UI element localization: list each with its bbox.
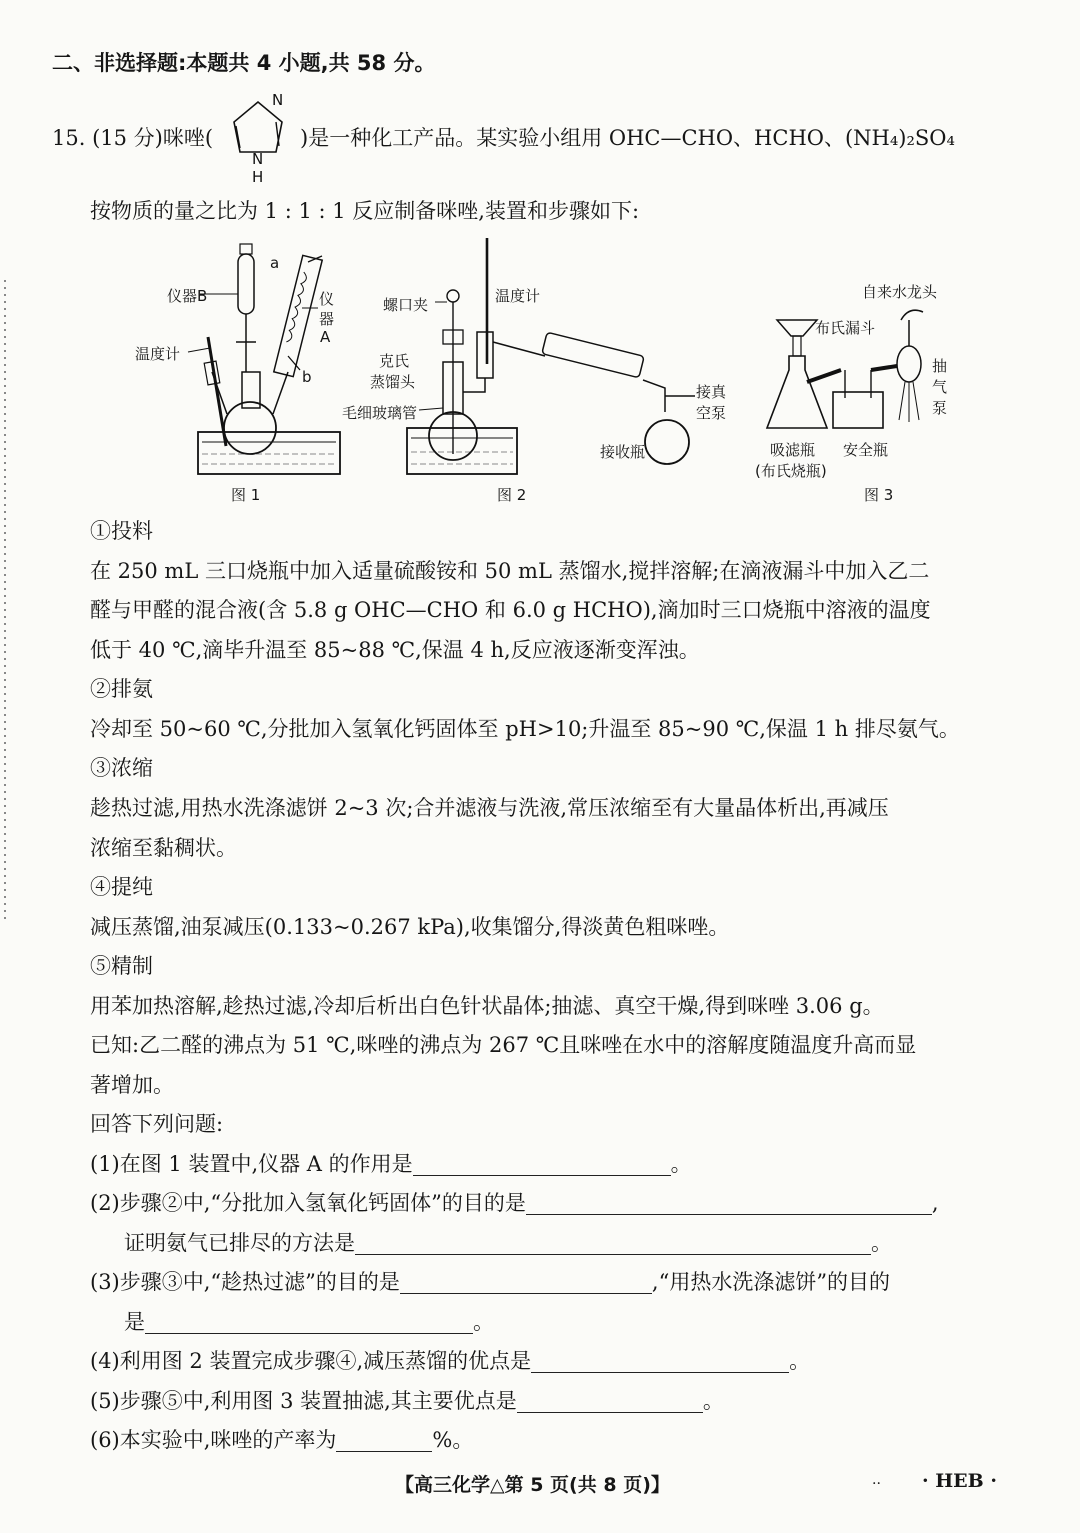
q2b-text: 证明氨气已排尽的方法是 (124, 1231, 355, 1255)
step-1-title: ①投料 (90, 519, 153, 543)
sub-question-3b (124, 1310, 494, 1334)
section-header: 二、非选择题:本题共 4 小题,共 58 分。 (52, 51, 436, 75)
step-1-line-3: 低于 40 ℃,滴毕升温至 85~88 ℃,保温 4 h,反应液逐渐变浑浊。 (90, 638, 700, 662)
step-4-line-1: 减压蒸馏,油泵减压(0.133~0.267 kPa),收集馏分,得淡黄色粗咪唑。 (90, 915, 730, 939)
structure-nh-label: N (252, 150, 264, 168)
step-2-line-1: 冷却至 50~60 ℃,分批加入氢氧化钙固体至 pH>10;升温至 85~90 ℃,保温 1 h 排尽氨气。 (90, 717, 960, 741)
fig3-label-buchner-funnel: 布氏漏斗 (815, 319, 876, 337)
structure-n-label: N (272, 91, 284, 109)
q5-text: (5)步骤⑤中,利用图 3 装置抽滤,其主要优点是 (90, 1389, 517, 1413)
footer-dots: .. (872, 1472, 881, 1488)
q1-end: 。 (670, 1152, 692, 1176)
binding-margin-dots (4, 280, 6, 920)
step-5-line-1: 用苯加热溶解,趁热过滤,冷却后析出白色针状晶体;抽滤、真空干燥,得到咪唑 3.06 g。 (90, 994, 884, 1018)
question-line2: 按物质的量之比为 1 : 1 : 1 反应制备咪唑,装置和步骤如下: (90, 199, 640, 223)
q3a-end: ,“用热水洗涤滤饼”的目的 (651, 1270, 891, 1294)
fig3-label-filter-flask: 吸滤瓶 (770, 441, 816, 459)
q3a-answer-blank[interactable] (400, 1273, 652, 1294)
q3b-answer-blank[interactable] (145, 1313, 473, 1334)
known-line-2: 著增加。 (90, 1073, 174, 1097)
q6-end: %。 (432, 1428, 474, 1452)
sub-question-1 (90, 1152, 692, 1176)
imidazole-structure (218, 88, 304, 188)
q5-answer-blank[interactable] (517, 1392, 703, 1413)
question-suffix: )是一种化工产品。某实验小组用 OHC—CHO、HCHO、(NH₄)₂SO₄ (300, 126, 955, 150)
q3a-text: (3)步骤③中,“趁热过滤”的目的是 (90, 1270, 400, 1294)
sub-question-5 (90, 1389, 724, 1413)
structure-h-label: H (252, 168, 264, 186)
fig2-label-claisen-1: 克氏 (379, 352, 410, 370)
q5-end: 。 (702, 1389, 724, 1413)
fig1-label-a: a (270, 254, 280, 272)
q3b-end: 。 (473, 1310, 494, 1334)
step-3-line-1: 趁热过滤,用热水洗涤滤饼 2~3 次;合并滤液与洗液,常压浓缩至有大量晶体析出,再减压 (90, 796, 889, 820)
fig3-label-tap: 自来水龙头 (862, 283, 938, 301)
fig2-label-capillary: 毛细玻璃管 (342, 404, 418, 422)
sub-question-6 (90, 1428, 473, 1452)
q6-text: (6)本实验中,咪唑的产率为 (90, 1428, 337, 1452)
fig1-label-instrument-b: 仪器B (167, 287, 208, 305)
fig1-label-instrument-a-3: A (320, 328, 331, 346)
step-5-title: ⑤精制 (90, 954, 153, 978)
q4-answer-blank[interactable] (531, 1352, 789, 1373)
fig3-label-pump-3: 泵 (932, 399, 948, 417)
fig2-label-vacuum-1: 接真 (696, 383, 727, 401)
q1-text: (1)在图 1 装置中,仪器 A 的作用是 (90, 1152, 413, 1176)
fig2-label-screw-clamp: 螺口夹 (383, 296, 429, 314)
sub-question-3a (90, 1270, 890, 1294)
fig3-caption: 图 3 (864, 486, 894, 504)
question-prefix: 15. (15 分)咪唑( (52, 126, 214, 150)
sub-question-2a (90, 1191, 939, 1215)
fig1-label-instrument-a-1: 仪 (319, 290, 335, 308)
fig3-label-pump-2: 气 (932, 378, 948, 396)
known-line-1: 已知:乙二醛的沸点为 51 ℃,咪唑的沸点为 267 ℃且咪唑在水中的溶解度随温度升高而显 (90, 1033, 917, 1057)
q4-end: 。 (789, 1349, 811, 1373)
q2b-answer-blank[interactable] (355, 1234, 871, 1255)
fig2-label-receiver: 接收瓶 (600, 443, 646, 461)
fig3-label-buchner-flask: (布氏烧瓶) (755, 462, 827, 480)
fig1-label-b: b (302, 368, 312, 386)
q6-answer-blank[interactable] (336, 1431, 432, 1452)
fig2-label-thermometer: 温度计 (495, 287, 541, 305)
fig3-label-pump-1: 抽 (932, 357, 948, 375)
step-4-title: ④提纯 (90, 875, 153, 899)
footer-page-info: 【高三化学△第 5 页(共 8 页)】 (395, 1474, 670, 1496)
fig1-label-thermometer: 温度计 (135, 345, 181, 363)
step-3-title: ③浓缩 (90, 756, 153, 780)
fig1-label-instrument-a-2: 器 (319, 310, 335, 328)
step-3-line-2: 浓缩至黏稠状。 (90, 836, 237, 860)
sub-question-2b (124, 1231, 892, 1255)
q4-text: (4)利用图 2 装置完成步骤④,减压蒸馏的优点是 (90, 1349, 532, 1373)
fig2-caption: 图 2 (497, 486, 527, 504)
fig2-label-claisen-2: 蒸馏头 (370, 373, 416, 391)
q2a-answer-blank[interactable] (526, 1194, 932, 1215)
q3b-text: 是 (124, 1310, 145, 1334)
footer-code: · HEB · (922, 1470, 997, 1492)
fig1-caption: 图 1 (231, 486, 261, 504)
fig3-label-safety-flask: 安全瓶 (843, 441, 889, 459)
step-1-line-1: 在 250 mL 三口烧瓶中加入适量硫酸铵和 50 mL 蒸馏水,搅拌溶解;在滴液漏斗中加入乙二 (90, 559, 930, 583)
fig2-label-vacuum-2: 空泵 (696, 404, 727, 422)
step-1-line-2: 醛与甲醛的混合液(含 5.8 g OHC—CHO 和 6.0 g HCHO),滴加时三口烧瓶中溶液的温度 (90, 598, 931, 622)
step-2-title: ②排氨 (90, 677, 153, 701)
q2b-end: 。 (871, 1231, 892, 1255)
figure-2-apparatus (395, 232, 705, 480)
q2a-end: , (931, 1191, 939, 1215)
sub-question-4 (90, 1349, 810, 1373)
q1-answer-blank[interactable] (413, 1155, 671, 1176)
q2a-text: (2)步骤②中,“分批加入氢氧化钙固体”的目的是 (90, 1191, 526, 1215)
answer-prompt: 回答下列问题: (90, 1112, 224, 1136)
